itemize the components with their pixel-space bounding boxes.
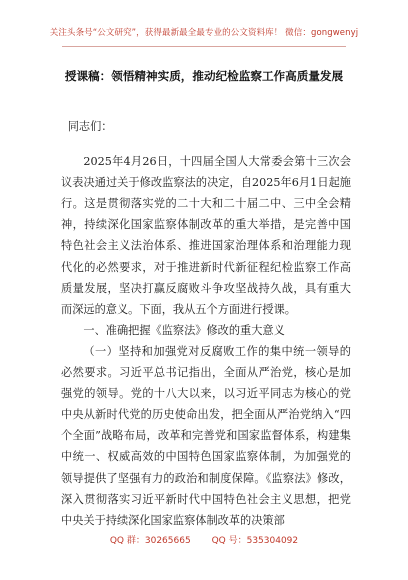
salutation: 同志们： — [67, 120, 113, 133]
footer-qq-group: QQ 群：30265665 — [109, 536, 191, 546]
paragraph: 2025年4月26日，十四届全国人大常委会第十三次会议表决通过关于修改监察法的决定，自2025年6月1日起施行。这是贯彻落实党的二十大和二十届二中、三中全会精神，持续深化国家监察体制改革的重大举措，是完善中国特色社会主义法治体系、推进国家治理体系和治理能力现代化的必然要求，对于推进新时代新征程纪检监察工作高质量发展，坚决打赢反腐败斗争攻坚战持久战，具有重大而深远的意义。下面，我从五个方面进行授课。 — [61, 155, 351, 316]
header-banner: 关注头条号“公文研究”，获得最新最全最专业的公文资料库！ 微信：gongwenyj — [49, 28, 359, 38]
footer-qq-number: QQ 号：535304092 — [211, 536, 299, 546]
footer — [0, 533, 408, 546]
document-title: 授课稿：领悟精神实质，推动纪检监察工作高质量发展 — [64, 69, 344, 83]
paragraph: （一）坚持和加强党对反腐败工作的集中统一领导的必然要求。习近平总书记指出，全面从严治党，核心是加强党的领导。党的十八大以来，以习近平同志为核心的党中央从新时代党的历史使命出发，把全面从严治党纳入“四个全面”战略布局，改革和完善党和国家监督体系，构建集中统一、权威高效的中国特色国家监察体制，为加强党的领导提供了坚强有力的政治和制度保障。《监察法》修改，深入贯彻落实习近平新时代中国特色社会主义思想，把党中央关于持续深化国家监察体制改革的决策部 — [61, 344, 351, 527]
section-heading: 一、准确把握《监察法》修改的重大意义 — [83, 323, 285, 337]
header-divider — [62, 46, 346, 47]
document-body — [61, 116, 351, 531]
